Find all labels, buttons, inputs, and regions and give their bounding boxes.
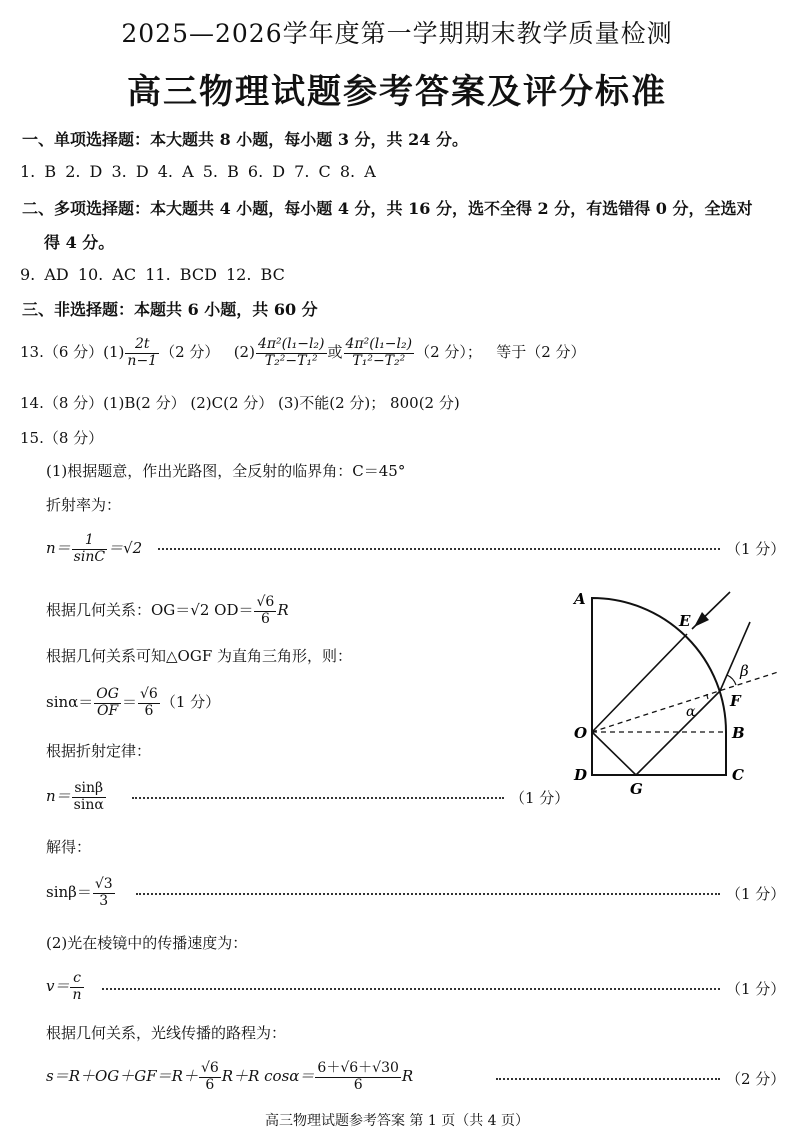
section1-answers: 1. B 2. D 3. D 4. A 5. B 6. D 7. C 8. A: [20, 162, 376, 181]
q13-score-3: 等于（2 分）: [496, 343, 586, 361]
page-footer: 高三物理试题参考答案 第 1 页（共 4 页）: [264, 1113, 530, 1129]
label-c: C: [732, 766, 744, 784]
prism-outline: [592, 598, 726, 775]
q15-label: 15.（8 分）: [20, 429, 104, 447]
optics-diagram: [560, 580, 794, 802]
q15-eq2-fraction-2: $\frac{√6}{6}$: [139, 686, 158, 719]
section2-answers: 9. AD 10. AC 11. BCD 12. BC: [20, 265, 285, 284]
section2-title-cont: 得 4 分。: [44, 233, 115, 252]
label-a: A: [574, 590, 586, 608]
q15-snell-label: 根据折射定律：: [46, 742, 152, 760]
q15-eq3-score: （1 分）: [510, 789, 570, 807]
q15-eq6-fraction-1: $\frac{√6}{6}$: [200, 1060, 219, 1093]
q15-eq1-score: （1 分）: [726, 540, 786, 558]
q15-eq4-score: （1 分）: [726, 885, 786, 903]
q14-line: 14.（8 分）(1)B(2 分） (2)C(2 分） (3)不能(2 分)； 800(2 分): [20, 394, 460, 412]
leader-dots: [102, 988, 720, 990]
q15-eq3: n＝ $\frac{\sin\beta}{\sin\alpha}$: [46, 780, 104, 813]
q15-step2: (2)光在棱镜中的传播速度为：: [46, 934, 248, 952]
label-alpha: α: [686, 704, 696, 720]
q15-step1: (1)根据题意，作出光路图，全反射的临界角：C＝45°: [46, 462, 406, 480]
q15-eq4: sinβ＝ $\frac{√3}{3}$: [46, 876, 113, 909]
q13-or: 或: [327, 343, 343, 361]
ray-og: [592, 732, 636, 775]
leader-dots: [136, 893, 720, 895]
q13-score-1: （2 分）: [160, 343, 220, 361]
q15-eq1: n＝ $\frac{1}{\sin C}$ ＝√2: [46, 532, 143, 565]
normal-line: [592, 672, 778, 732]
q15-eq5-score: （1 分）: [726, 980, 786, 998]
label-g: G: [630, 780, 643, 798]
q15-eq4-fraction: $\frac{√3}{3}$: [94, 876, 113, 909]
q13-prefix: 13.（6 分）(1): [20, 343, 125, 361]
q13-score-2: （2 分）；: [415, 343, 482, 361]
q13-fraction-1: $\frac{2t}{n-1}$: [127, 336, 158, 369]
q15-eq3-fraction: $\frac{\sin\beta}{\sin\alpha}$: [73, 780, 104, 813]
exam-title: 2025—2026学年度第一学期期末教学质量检测: [121, 19, 673, 48]
q15-geometry-1: 根据几何关系：OG＝√2 OD＝ $\frac{√6}{6}$ R: [46, 594, 289, 627]
leader-dots: [158, 548, 720, 550]
q15-geometry-2: 根据几何关系可知△OGF 为直角三角形，则：: [46, 647, 352, 665]
label-f: F: [730, 692, 741, 710]
q15-eq1-fraction: $\frac{1}{\sin C}$: [73, 532, 106, 565]
q15-eq2: sinα＝ $\frac{OG}{OF}$ ＝ $\frac{√6}{6}$ （1 分）: [46, 686, 221, 719]
leader-dots: [496, 1078, 720, 1080]
q13-line: [20, 332, 586, 372]
label-b: B: [732, 724, 745, 742]
label-o: O: [574, 724, 588, 742]
section2-title: 二、多项选择题：本大题共 4 小题，每小题 4 分，共 16 分，选不全得 2 分，有选错得 0 分，全选对: [22, 199, 753, 218]
label-beta: β: [740, 662, 749, 680]
q15-eq5: v＝ $\frac{c}{n}$: [46, 970, 82, 1003]
q15-eq2-fraction-1: $\frac{OG}{OF}$: [96, 686, 119, 719]
label-d: D: [574, 766, 588, 784]
q15-eq2-score: （1 分）: [160, 693, 221, 711]
q13-fraction-2: $\frac{\text{4π²(l₁−l₂)}}{\text{T₂²−T₁²}}$: [257, 336, 325, 369]
section3-title: 三、非选择题：本题共 6 小题，共 60 分: [22, 300, 318, 319]
q15-solve-label: 解得：: [46, 838, 92, 856]
document-title: 高三物理试题参考答案及评分标准: [127, 72, 667, 112]
q15-eq6-fraction-2: $\frac{6+√6+√30}{6}$: [317, 1060, 399, 1093]
q13-part2-label: (2): [233, 343, 255, 361]
refracted-ray: [720, 622, 750, 691]
q15-path-label: 根据几何关系，光线传播的路程为：: [46, 1024, 287, 1042]
label-e: E: [679, 612, 691, 630]
q15-eq5-fraction: $\frac{c}{n}$: [72, 970, 82, 1003]
q15-geometry-fraction: $\frac{√6}{6}$: [256, 594, 275, 627]
q15-eq6-score: （2 分）: [726, 1070, 786, 1088]
q15-eq6: s＝R＋OG＋GF＝R＋ $\frac{√6}{6}$ R＋R cosα＝ $\frac{6+√6+√30}{6}$ R: [46, 1060, 414, 1093]
q13-fraction-3: $\frac{\text{4π²(l₁−l₂)}}{\text{T₁²−T₂²}}$: [345, 336, 413, 369]
leader-dots: [132, 797, 504, 799]
section1-title: 一、单项选择题：本大题共 8 小题，每小题 3 分，共 24 分。: [22, 130, 468, 149]
q15-refraction-label: 折射率为：: [46, 496, 122, 514]
beta-arc: [727, 675, 736, 685]
